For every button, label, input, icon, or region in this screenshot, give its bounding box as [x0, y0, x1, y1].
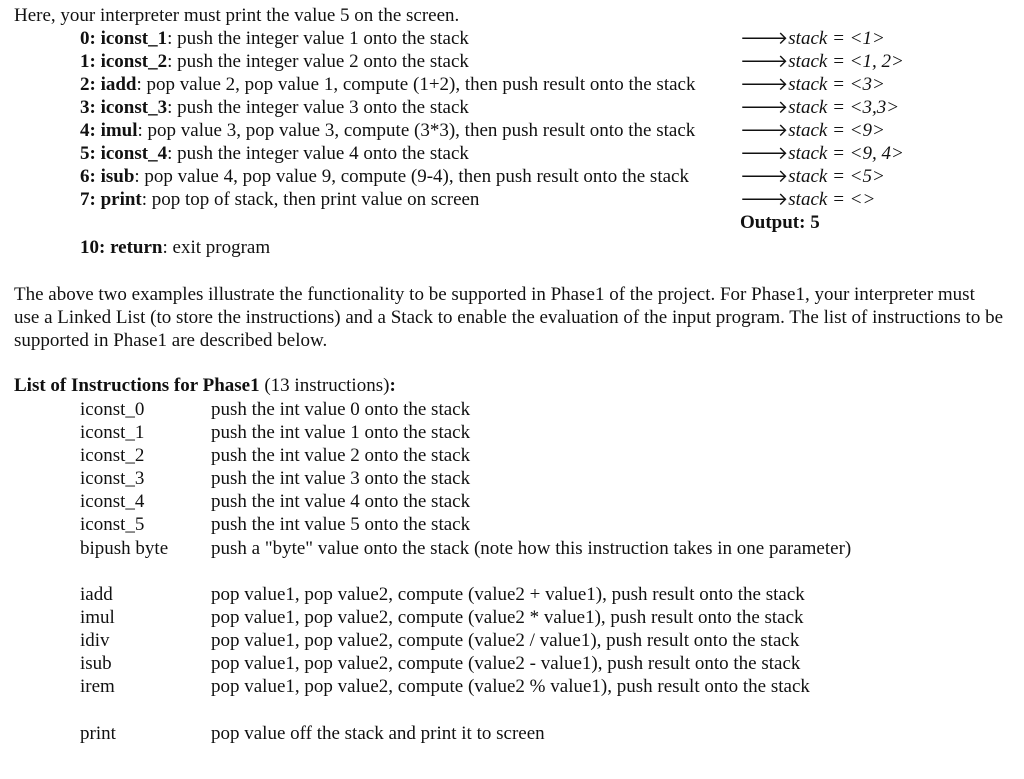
heading-colon: : — [389, 375, 396, 396]
stack-value: = <3,3> — [827, 97, 900, 118]
trace-line — [80, 142, 469, 165]
instruction-desc: push the int value 3 onto the stack — [211, 468, 471, 489]
intro-text: Here, your interpreter must print the value 5 on the screen. — [14, 5, 460, 26]
trace-label: 6: isub — [80, 166, 135, 187]
instruction-name: idiv — [80, 630, 110, 651]
instruction-desc: pop value1, pop value2, compute (value2 + value1), push result onto the stack — [211, 584, 805, 605]
stack-prefix: stack — [788, 143, 828, 164]
right-arrow-icon: 🡒 — [740, 74, 789, 95]
trace-line — [80, 119, 695, 142]
explanation-paragraph: The above two examples illustrate the functionality to be supported in Phase1 of the project. For Phase1, your interpreter must use a Linked List (to store the instructions) and a Stack to enable the evaluation of the input program. The list of instructions to be supported in Phase1 are described below. — [14, 284, 1004, 351]
stack-state — [740, 188, 875, 211]
stack-value: = <9> — [827, 120, 885, 141]
instruction-name: iadd — [80, 584, 113, 605]
trace-line — [80, 50, 469, 73]
stack-prefix: stack — [788, 28, 828, 49]
trace-label: 0: iconst_1 — [80, 28, 168, 49]
instruction-name: iconst_5 — [80, 514, 145, 535]
instruction-list-heading — [14, 374, 396, 397]
stack-prefix: stack — [788, 120, 828, 141]
trace-line — [80, 73, 695, 96]
stack-state — [740, 73, 885, 96]
instruction-desc: pop value1, pop value2, compute (value2 * value1), push result onto the stack — [211, 607, 804, 628]
trace-label: 7: print — [80, 189, 142, 210]
stack-prefix: stack — [788, 51, 828, 72]
instruction-name: isub — [80, 653, 112, 674]
trace-label: 5: iconst_4 — [80, 143, 168, 164]
stack-state — [740, 27, 885, 50]
trace-line — [80, 165, 689, 188]
output-label: Output: 5 — [740, 212, 820, 233]
instruction-desc: push the int value 5 onto the stack — [211, 514, 471, 535]
right-arrow-icon: 🡒 — [740, 166, 789, 187]
right-arrow-icon: 🡒 — [740, 120, 789, 141]
trace-line — [80, 96, 469, 119]
stack-value: = <9, 4> — [827, 143, 904, 164]
return-desc: : exit program — [162, 237, 271, 258]
instruction-name: print — [80, 723, 116, 744]
right-arrow-icon: 🡒 — [740, 143, 789, 164]
stack-state — [740, 119, 885, 142]
trace-desc: : pop top of stack, then print value on screen — [141, 189, 480, 210]
instruction-name: iconst_2 — [80, 445, 145, 466]
stack-prefix: stack — [788, 166, 828, 187]
right-arrow-icon: 🡒 — [740, 189, 789, 210]
stack-value: = <1> — [827, 28, 885, 49]
instruction-name: imul — [80, 607, 115, 628]
stack-state — [740, 165, 885, 188]
instruction-name: iconst_0 — [80, 399, 145, 420]
stack-state — [740, 142, 904, 165]
stack-prefix: stack — [788, 189, 828, 210]
heading-count: (13 instructions) — [259, 375, 390, 396]
trace-label: 3: iconst_3 — [80, 97, 168, 118]
heading-title: List of Instructions for Phase1 — [14, 375, 260, 396]
stack-state — [740, 50, 904, 73]
return-line — [80, 236, 270, 259]
trace-desc: : push the integer value 1 onto the stack — [167, 28, 469, 49]
trace-line — [80, 188, 479, 211]
instruction-name: iconst_1 — [80, 422, 145, 443]
instruction-desc: push the int value 4 onto the stack — [211, 491, 471, 512]
instruction-desc: push the int value 0 onto the stack — [211, 399, 471, 420]
stack-value: = <1, 2> — [827, 51, 904, 72]
instruction-desc: pop value1, pop value2, compute (value2 / value1), push result onto the stack — [211, 630, 800, 651]
stack-value: = <3> — [827, 74, 885, 95]
stack-prefix: stack — [788, 97, 828, 118]
instruction-desc: pop value off the stack and print it to screen — [211, 723, 545, 744]
trace-desc: : push the integer value 4 onto the stack — [167, 143, 469, 164]
trace-line — [80, 27, 469, 50]
stack-prefix: stack — [788, 74, 828, 95]
stack-value: = <> — [827, 189, 876, 210]
trace-label: 2: iadd — [80, 74, 137, 95]
trace-label: 1: iconst_2 — [80, 51, 168, 72]
instruction-desc: pop value1, pop value2, compute (value2 - value1), push result onto the stack — [211, 653, 801, 674]
trace-label: 4: imul — [80, 120, 138, 141]
instruction-desc: push the int value 2 onto the stack — [211, 445, 471, 466]
stack-value: = <5> — [827, 166, 885, 187]
instruction-name: irem — [80, 676, 115, 697]
right-arrow-icon: 🡒 — [740, 51, 789, 72]
trace-desc: : push the integer value 2 onto the stack — [167, 51, 469, 72]
trace-desc: : push the integer value 3 onto the stack — [167, 97, 469, 118]
instruction-desc: push the int value 1 onto the stack — [211, 422, 471, 443]
trace-desc: : pop value 3, pop value 3, compute (3*3), then push result onto the stack — [137, 120, 696, 141]
instruction-desc: push a "byte" value onto the stack (note how this instruction takes in one parameter) — [211, 538, 852, 559]
right-arrow-icon: 🡒 — [740, 28, 789, 49]
instruction-name: iconst_4 — [80, 491, 145, 512]
instruction-name: iconst_3 — [80, 468, 145, 489]
instruction-name: bipush byte — [80, 538, 169, 559]
instruction-desc: pop value1, pop value2, compute (value2 % value1), push result onto the stack — [211, 676, 810, 697]
trace-desc: : pop value 4, pop value 9, compute (9-4), then push result onto the stack — [134, 166, 689, 187]
return-label: 10: return — [80, 237, 163, 258]
trace-desc: : pop value 2, pop value 1, compute (1+2), then push result onto the stack — [136, 74, 696, 95]
right-arrow-icon: 🡒 — [740, 97, 789, 118]
stack-state — [740, 96, 899, 119]
